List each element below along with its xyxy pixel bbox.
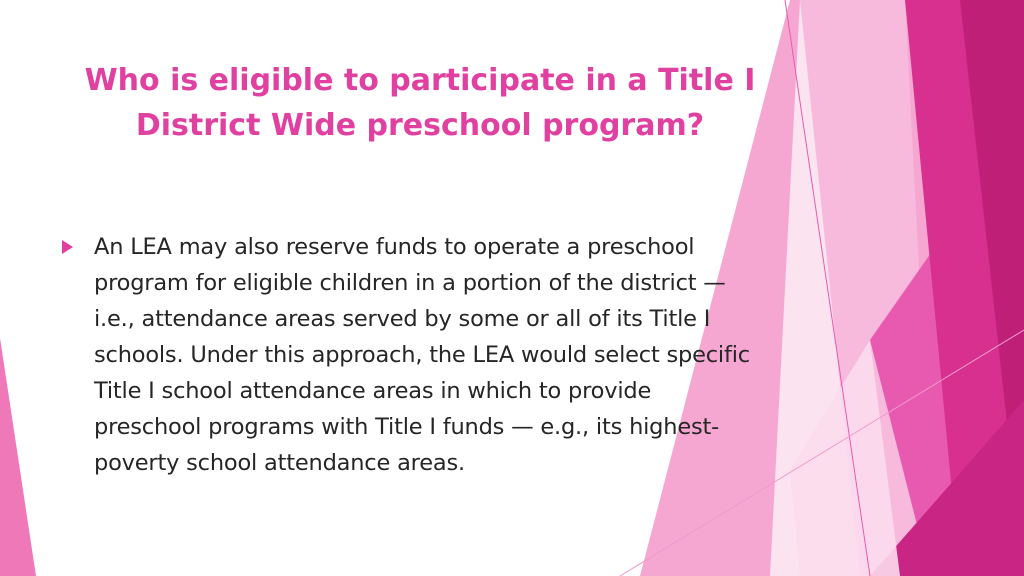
- bullet-text: An LEA may also reserve funds to operate a preschool program for eligible children in a portion of the district — i.e., attendance areas served by some or all of its Title I schools. Under this approach, the LEA would select specific Title I school attendance areas in which to provide preschool programs with Title I funds — e.g., its highest-poverty school attendance areas.: [94, 234, 750, 476]
- left-accent-shape: [0, 338, 36, 576]
- slide-title: Who is eligible to participate in a Title I District Wide preschool program?: [84, 63, 756, 143]
- right-triangle-icon: [62, 240, 73, 254]
- bullet-item: [62, 229, 762, 481]
